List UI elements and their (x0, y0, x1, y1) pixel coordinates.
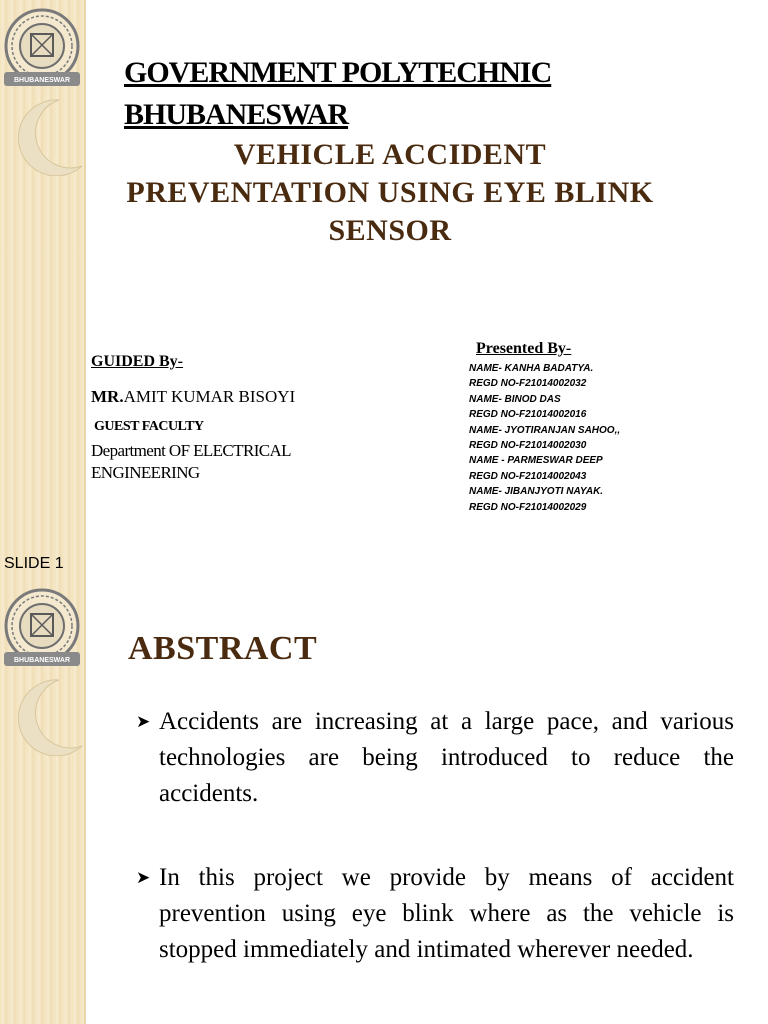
crescent-ornament-icon (14, 676, 84, 756)
presenter-line: NAME- BINOD DAS (469, 393, 561, 405)
presenter-line: REGD NO-F21014002032 (469, 378, 587, 390)
strip-divider (84, 578, 86, 1024)
logo-bottom-text: BHUBANESWAR (14, 657, 70, 664)
presenter-line: REGD NO-F21014002043 (469, 470, 587, 482)
institution-name: GOVERNMENT POLYTECHNIC BHUBANESWAR (124, 56, 552, 131)
presenter-line: NAME - PARMESWAR DEEP (469, 455, 603, 467)
guide-name-line (91, 387, 295, 407)
slide-2 (0, 578, 768, 1024)
bullet-text: Accidents are increasing at a large pace, and various technologies are being introduced to reduce the accidents. (159, 708, 734, 807)
strip-divider (84, 0, 86, 578)
guide-name: AMIT KUMAR BISOYI (123, 387, 296, 406)
arrow-bullet-icon: ➤ (136, 712, 151, 731)
presenter-line: NAME- JYOTIRANJAN SAHOO,, (469, 424, 621, 436)
presenter-line: NAME- KANHA BADATYA. (469, 363, 594, 374)
guide-role: GUEST FACULTY (94, 419, 204, 434)
abstract-bullet (136, 860, 734, 968)
abstract-heading: ABSTRACT (128, 630, 318, 667)
presenter-line: REGD NO-F21014002029 (469, 501, 587, 513)
logo-bottom-text: BHUBANESWAR (14, 77, 70, 84)
presented-by-label: Presented By- (476, 340, 572, 357)
slide-number-label: SLIDE 1 (4, 555, 64, 572)
presenter-line: NAME- JIBANJYOTI NAYAK. (469, 486, 604, 498)
crescent-ornament-icon (14, 96, 84, 176)
guide-prefix: MR. (91, 387, 124, 406)
abstract-bullet (136, 704, 734, 812)
bullet-text: In this project we provide by means of accident prevention using eye blink where as the vehicle is stopped immediately and intimated wherever needed. (159, 864, 734, 963)
presenter-line: REGD NO-F21014002030 (469, 439, 587, 451)
presenter-list (469, 361, 620, 515)
guided-by-label: GUIDED By- (91, 353, 184, 370)
college-emblem-icon (2, 6, 82, 92)
presenter-line: REGD NO-F21014002016 (469, 409, 587, 421)
college-emblem-icon (2, 586, 82, 672)
arrow-bullet-icon: ➤ (136, 868, 151, 887)
guide-department: Department OF ELECTRICAL ENGINEERING (91, 441, 291, 482)
project-title: VEHICLE ACCIDENT PREVENTATION USING EYE BLINK SENSOR (126, 138, 654, 247)
